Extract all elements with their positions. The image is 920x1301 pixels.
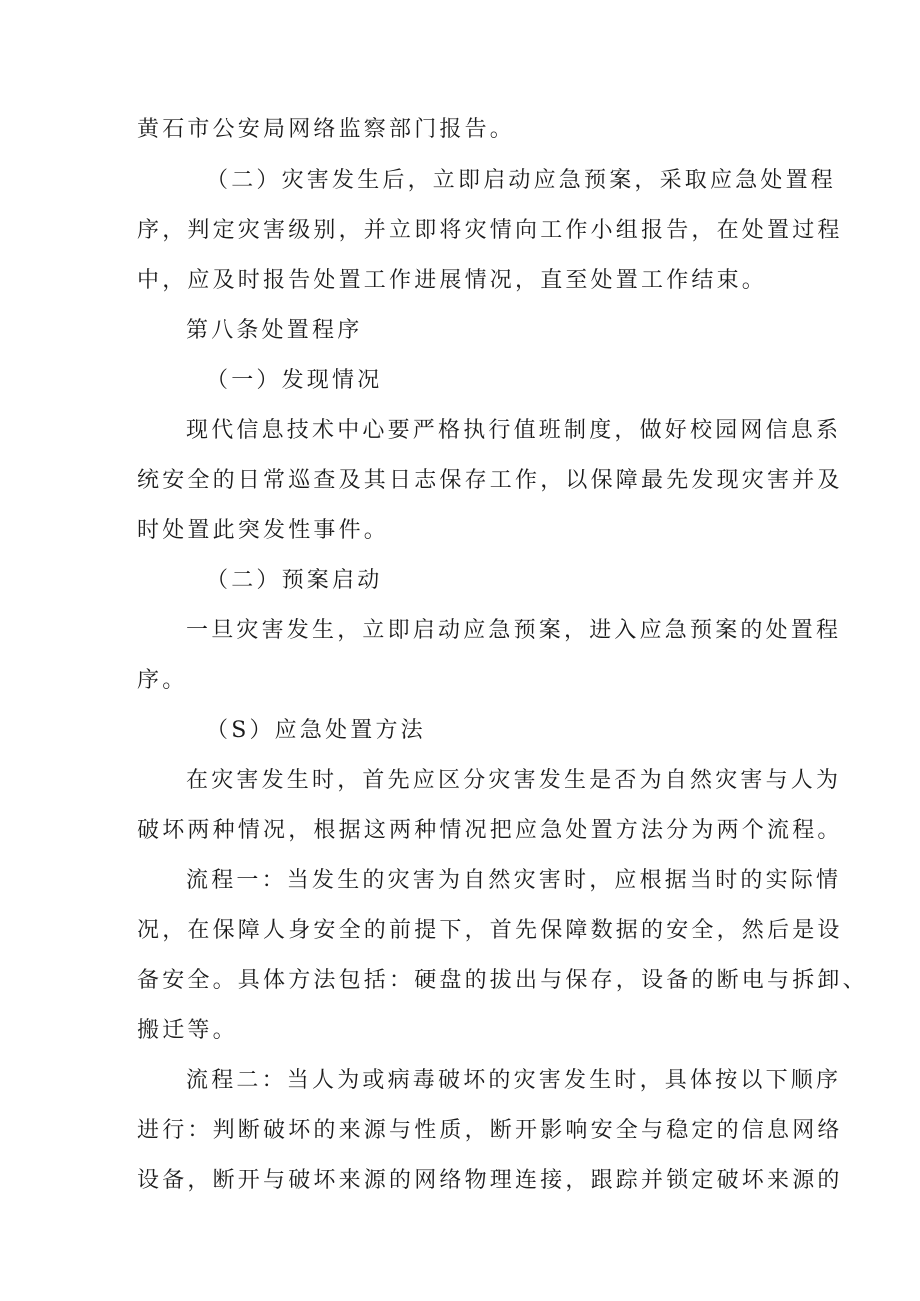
text-line: 现代信息技术中心要严格执行值班制度，做好校园网信息系 — [186, 418, 842, 443]
text-line: 备安全。具体方法包括：硬盘的拔出与保存，设备的断电与拆卸、 — [137, 968, 868, 993]
subsection-heading: （S）应急处置方法 — [206, 718, 426, 743]
text-line: 破坏两种情况，根据这两种情况把应急处置方法分为两个流程。 — [137, 818, 843, 843]
text-line: 流程一：当发生的灾害为自然灾害时，应根据当时的实际情 — [186, 868, 842, 893]
text-line: 序。 — [137, 668, 188, 693]
text-line: 统安全的日常巡查及其日志保存工作，以保障最先发现灾害并及 — [137, 468, 843, 493]
text-line: 流程二：当人为或病毒破坏的灾害发生时，具体按以下顺序 — [186, 1068, 842, 1093]
text-line: 时处置此突发性事件。 — [137, 518, 390, 543]
text-line: 在灾害发生时，首先应区分灾害发生是否为自然灾害与人为 — [186, 768, 842, 793]
subsection-heading: （二）预案启动 — [206, 568, 383, 593]
section-heading: 第八条处置程序 — [186, 318, 363, 343]
text-line: 况，在保障人身安全的前提下，首先保障数据的安全，然后是设 — [137, 918, 843, 943]
text-line: 中，应及时报告处置工作进展情况，直至处置工作结束。 — [137, 268, 768, 293]
text-line: （二）灾害发生后，立即启动应急预案，采取应急处置程 — [206, 168, 837, 193]
text-line: 序，判定灾害级别，并立即将灾情向工作小组报告，在处置过程 — [137, 218, 843, 243]
text-line: 设备，断开与破坏来源的网络物理连接，跟踪并锁定破坏来源的 — [137, 1168, 843, 1193]
text-line: 进行：判断破坏的来源与性质，断开影响安全与稳定的信息网络 — [137, 1118, 843, 1143]
subsection-heading: （一）发现情况 — [206, 368, 383, 393]
text-line: 一旦灾害发生，立即启动应急预案，进入应急预案的处置程 — [186, 618, 842, 643]
text-line: 搬迁等。 — [137, 1018, 238, 1043]
text-line: 黄石市公安局网络监察部门报告。 — [137, 117, 516, 142]
